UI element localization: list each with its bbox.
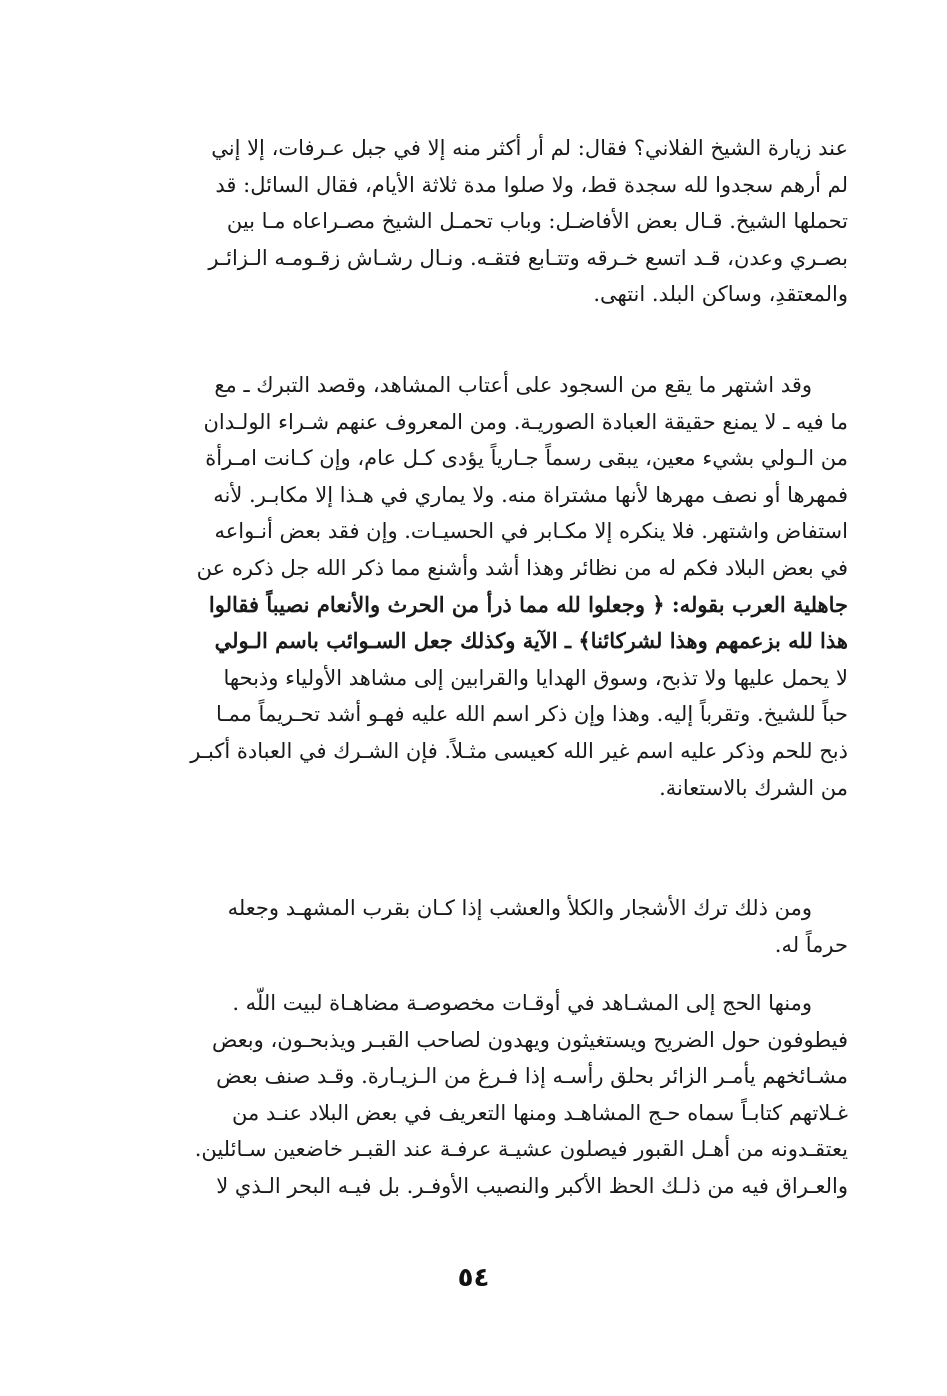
text-line: في بعض البلاد فكم له من نظائر وهذا أشد وأشنع مما ذكر الله جل ذكره عن (196, 555, 848, 580)
text-line: ذبح للحم وذكر عليه اسم غير الله كعيسى مثـلاً. فإن الشـرك في العبادة أكبـر (190, 738, 848, 763)
paragraph-3 (132, 890, 848, 963)
text-line: ما فيه ـ لا يمنع حقيقة العبادة الصوريـة. ومن المعروف عنهم شـراء الولـدان (203, 409, 848, 434)
text-line: والعـراق فيه من ذلـك الحظ الأكبر والنصيب الأوفـر. بل فيـه البحر الـذي لا (216, 1173, 848, 1198)
text-line: لا يحمل عليها ولا تذبح، وسوق الهدايا والقرابين إلى مشاهد الأولياء وذبحها (223, 665, 848, 690)
text-line: من الشرك بالاستعانة. (659, 775, 848, 800)
text-line: والمعتقدِ، وساكن البلد. انتهى. (593, 282, 848, 307)
text-line: يعتقـدونه من أهـل القبور فيصلون عشيـة عرفـة عند القبـر خاضعين سـائلين. (194, 1137, 848, 1162)
text-line: لم أرهم سجدوا لله سجدة قط، ولا صلوا مدة ثلاثة الأيام، فقال السائل: قد (215, 172, 848, 197)
text-line: مشـائخهم يأمـر الزائر بحلق رأسـه إذا فـرغ من الـزيـارة. وقـد صنف بعض (216, 1064, 848, 1089)
page-number: ٥٤ (457, 1263, 490, 1293)
text-line: تحملها الشيخ. قـال بعض الأفاضـل: وباب تحمـل الشيخ مصـراعاه مـا بين (226, 209, 848, 234)
quran-verse-line: جاهلية العرب بقوله: ﴿ وجعلوا لله مما ذرأ من الحرث والأنعام نصيباً فقالوا (208, 591, 848, 617)
text-line: ومنها الحج إلى المشـاهد في أوقـات مخصوصـة مضاهـاة لبيت اللّه . (232, 991, 812, 1015)
text-line: حرماً له. (774, 932, 848, 957)
text-line: وقد اشتهر ما يقع من السجود على أعتاب المشاهد، وقصد التبرك ـ مع (214, 373, 812, 397)
quran-verse-line: هذا لله بزعمهم وهذا لشركائنا﴾ ـ الآية وكذلك جعل السـوائب باسم الـولي (214, 628, 848, 654)
text-line: فمهرها أو نصف مهرها لأنها مشتراة منه. ولا يماري في هـذا إلا مكابـر. لأنه (213, 482, 848, 507)
text-line: بصـري وعدن، قـد اتسع خـرقه وتتـابع فتقـه. ونـال رشـاش زقـومـه الـزائـر (208, 245, 848, 270)
text-line: استفاض واشتهر. فلا ينكره إلا مكـابر في الحسيـات. وإن فقد بعض أنـواعه (214, 519, 848, 544)
paragraph-4 (132, 985, 848, 1205)
text-line: غـلاتهم كتابـاً سماه حـج المشاهـد ومنها التعريف في بعض البلاد عنـد من (232, 1100, 848, 1125)
text-line: ومن ذلك ترك الأشجار والكلأ والعشب إذا كـان بقرب المشهـد وجعله (227, 896, 812, 920)
text-line: فيطوفون حول الضريح ويستغيثون ويهدون لصاحب القبـر ويذبحـون، وبعض (211, 1027, 848, 1052)
text-line: حباً للشيخ. وتقرباً إليه. وهذا وإن ذكر اسم الله عليه فهـو أشد تحـريماً ممـا (215, 702, 848, 727)
text-line: عند زيارة الشيخ الفلاني؟ فقال: لم أر أكثر منه إلا في جبل عـرفات، إلا إني (211, 136, 848, 160)
text-line: من الـولي بشيء معين، يبقى رسماً جـارياً يؤدى كـل عام، وإن كـانت امـرأة (205, 446, 848, 471)
paragraph-2 (132, 367, 848, 806)
paragraph-1 (132, 130, 848, 313)
